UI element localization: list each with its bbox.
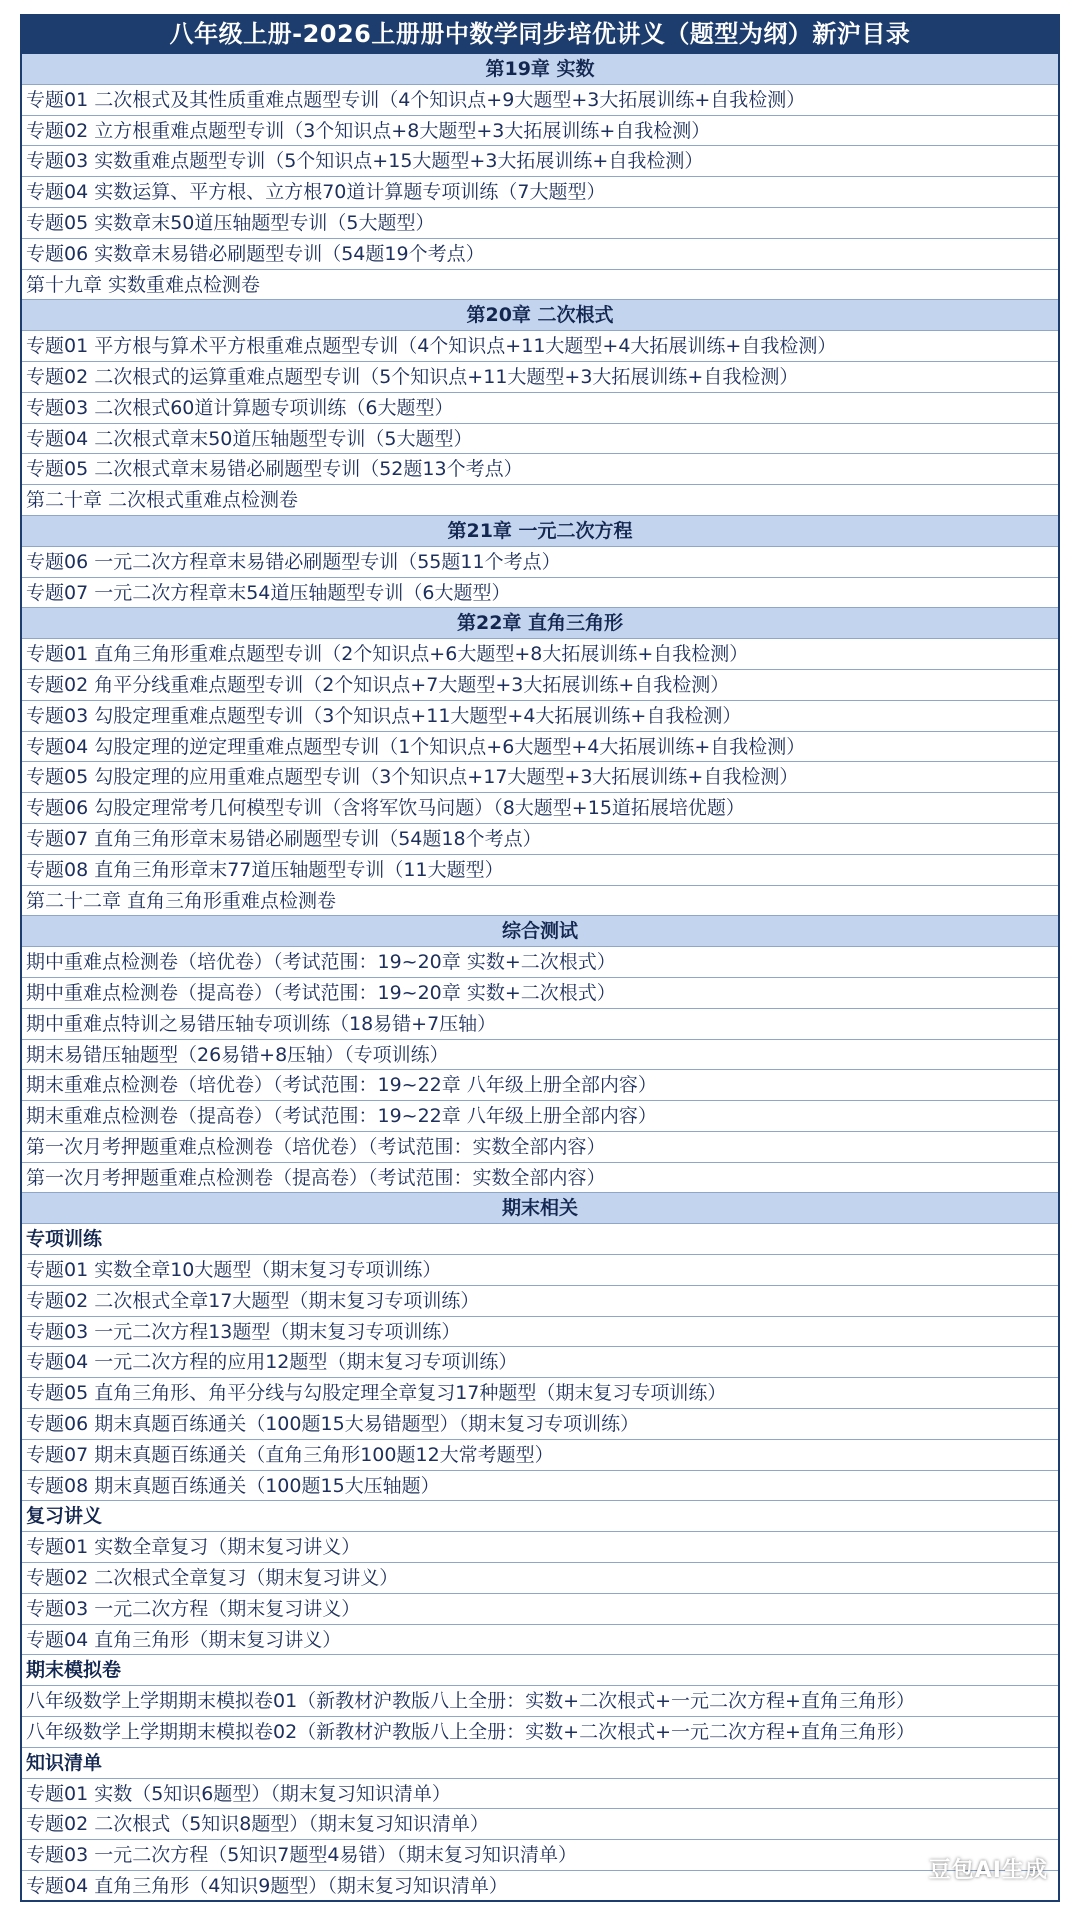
list-item: 期末重难点检测卷（培优卷）（考试范围：19~22章 八年级上册全部内容） [22,1070,1058,1101]
list-item: 专题06 期末真题百练通关（100题15大易错题型）（期末复习专项训练） [22,1409,1058,1440]
list-item: 专题01 二次根式及其性质重难点题型专训（4个知识点+9大题型+3大拓展训练+自我检测） [22,85,1058,116]
list-item: 专题02 角平分线重难点题型专训（2个知识点+7大题型+3大拓展训练+自我检测） [22,670,1058,701]
list-item: 期中重难点特训之易错压轴专项训练（18易错+7压轴） [22,1009,1058,1040]
list-item: 专题04 一元二次方程的应用12题型（期末复习专项训练） [22,1347,1058,1378]
catalog-table [20,14,1060,1902]
chapter-heading-20: 第20章 二次根式 [22,300,1058,331]
list-item: 专题07 一元二次方程章末54道压轴题型专训（6大题型） [22,578,1058,609]
list-item: 专题02 二次根式全章复习（期末复习讲义） [22,1563,1058,1594]
list-item: 第二十章 二次根式重难点检测卷 [22,485,1058,516]
list-item: 专题08 直角三角形章末77道压轴题型专训（11大题型） [22,855,1058,886]
catalog-title: 八年级上册-2026上册册中数学同步培优讲义（题型为纲）新沪目录 [22,14,1058,54]
list-item: 第一次月考押题重难点检测卷（培优卷）（考试范围：实数全部内容） [22,1132,1058,1163]
list-item: 专题02 立方根重难点题型专训（3个知识点+8大题型+3大拓展训练+自我检测） [22,116,1058,147]
list-item: 专题05 勾股定理的应用重难点题型专训（3个知识点+17大题型+3大拓展训练+自我检测） [22,762,1058,793]
list-item: 专题04 直角三角形（4知识9题型）（期末复习知识清单） [22,1871,1058,1902]
section-heading-tests: 综合测试 [22,916,1058,947]
list-item: 专题07 期末真题百练通关（直角三角形100题12大常考题型） [22,1440,1058,1471]
list-item: 专题01 平方根与算术平方根重难点题型专训（4个知识点+11大题型+4大拓展训练+自我检测） [22,331,1058,362]
list-item: 期末易错压轴题型（26易错+8压轴）（专项训练） [22,1040,1058,1071]
list-item: 专题01 直角三角形重难点题型专训（2个知识点+6大题型+8大拓展训练+自我检测） [22,639,1058,670]
list-item: 期末重难点检测卷（提高卷）（考试范围：19~22章 八年级上册全部内容） [22,1101,1058,1132]
list-item: 专题06 实数章末易错必刷题型专训（54题19个考点） [22,239,1058,270]
list-item: 专题08 期末真题百练通关（100题15大压轴题） [22,1471,1058,1502]
list-item: 第十九章 实数重难点检测卷 [22,270,1058,301]
subsection-label-mock-exams: 期末模拟卷 [22,1655,1058,1686]
list-item: 专题04 二次根式章末50道压轴题型专训（5大题型） [22,424,1058,455]
list-item: 专题05 直角三角形、角平分线与勾股定理全章复习17种题型（期末复习专项训练） [22,1378,1058,1409]
list-item: 期中重难点检测卷（培优卷）（考试范围：19~20章 实数+二次根式） [22,947,1058,978]
subsection-label-knowledge-list: 知识清单 [22,1748,1058,1779]
list-item: 专题01 实数（5知识6题型）（期末复习知识清单） [22,1779,1058,1810]
chapter-heading-19: 第19章 实数 [22,54,1058,85]
chapter-heading-21: 第21章 一元二次方程 [22,516,1058,547]
section-heading-final: 期末相关 [22,1193,1058,1224]
ai-watermark: 豆包AI生成 [928,1858,1048,1883]
list-item: 专题03 一元二次方程（期末复习讲义） [22,1594,1058,1625]
list-item: 专题04 直角三角形（期末复习讲义） [22,1625,1058,1656]
list-item: 专题03 一元二次方程13题型（期末复习专项训练） [22,1317,1058,1348]
list-item: 专题02 二次根式的运算重难点题型专训（5个知识点+11大题型+3大拓展训练+自我检测） [22,362,1058,393]
list-item: 专题03 勾股定理重难点题型专训（3个知识点+11大题型+4大拓展训练+自我检测） [22,701,1058,732]
subsection-label-review-notes: 复习讲义 [22,1501,1058,1532]
list-item: 专题04 实数运算、平方根、立方根70道计算题专项训练（7大题型） [22,177,1058,208]
list-item: 专题01 实数全章10大题型（期末复习专项训练） [22,1255,1058,1286]
list-item: 专题03 一元二次方程（5知识7题型4易错）（期末复习知识清单） [22,1840,1058,1871]
list-item: 专题04 勾股定理的逆定理重难点题型专训（1个知识点+6大题型+4大拓展训练+自我检测） [22,732,1058,763]
list-item: 八年级数学上学期期末模拟卷01（新教材沪教版八上全册：实数+二次根式+一元二次方程+直角三角形） [22,1686,1058,1717]
list-item: 第二十二章 直角三角形重难点检测卷 [22,886,1058,917]
list-item: 专题07 直角三角形章末易错必刷题型专训（54题18个考点） [22,824,1058,855]
list-item: 专题03 实数重难点题型专训（5个知识点+15大题型+3大拓展训练+自我检测） [22,146,1058,177]
list-item: 专题02 二次根式（5知识8题型）（期末复习知识清单） [22,1809,1058,1840]
list-item: 专题02 二次根式全章17大题型（期末复习专项训练） [22,1286,1058,1317]
list-item: 专题01 实数全章复习（期末复习讲义） [22,1532,1058,1563]
chapter-heading-22: 第22章 直角三角形 [22,608,1058,639]
list-item: 专题03 二次根式60道计算题专项训练（6大题型） [22,393,1058,424]
subsection-label-special-training: 专项训练 [22,1224,1058,1255]
list-item: 八年级数学上学期期末模拟卷02（新教材沪教版八上全册：实数+二次根式+一元二次方程+直角三角形） [22,1717,1058,1748]
list-item: 期中重难点检测卷（提高卷）（考试范围：19~20章 实数+二次根式） [22,978,1058,1009]
list-item: 专题06 勾股定理常考几何模型专训（含将军饮马问题）（8大题型+15道拓展培优题） [22,793,1058,824]
list-item: 专题06 一元二次方程章末易错必刷题型专训（55题11个考点） [22,547,1058,578]
list-item: 第一次月考押题重难点检测卷（提高卷）（考试范围：实数全部内容） [22,1163,1058,1194]
list-item: 专题05 二次根式章末易错必刷题型专训（52题13个考点） [22,454,1058,485]
list-item: 专题05 实数章末50道压轴题型专训（5大题型） [22,208,1058,239]
